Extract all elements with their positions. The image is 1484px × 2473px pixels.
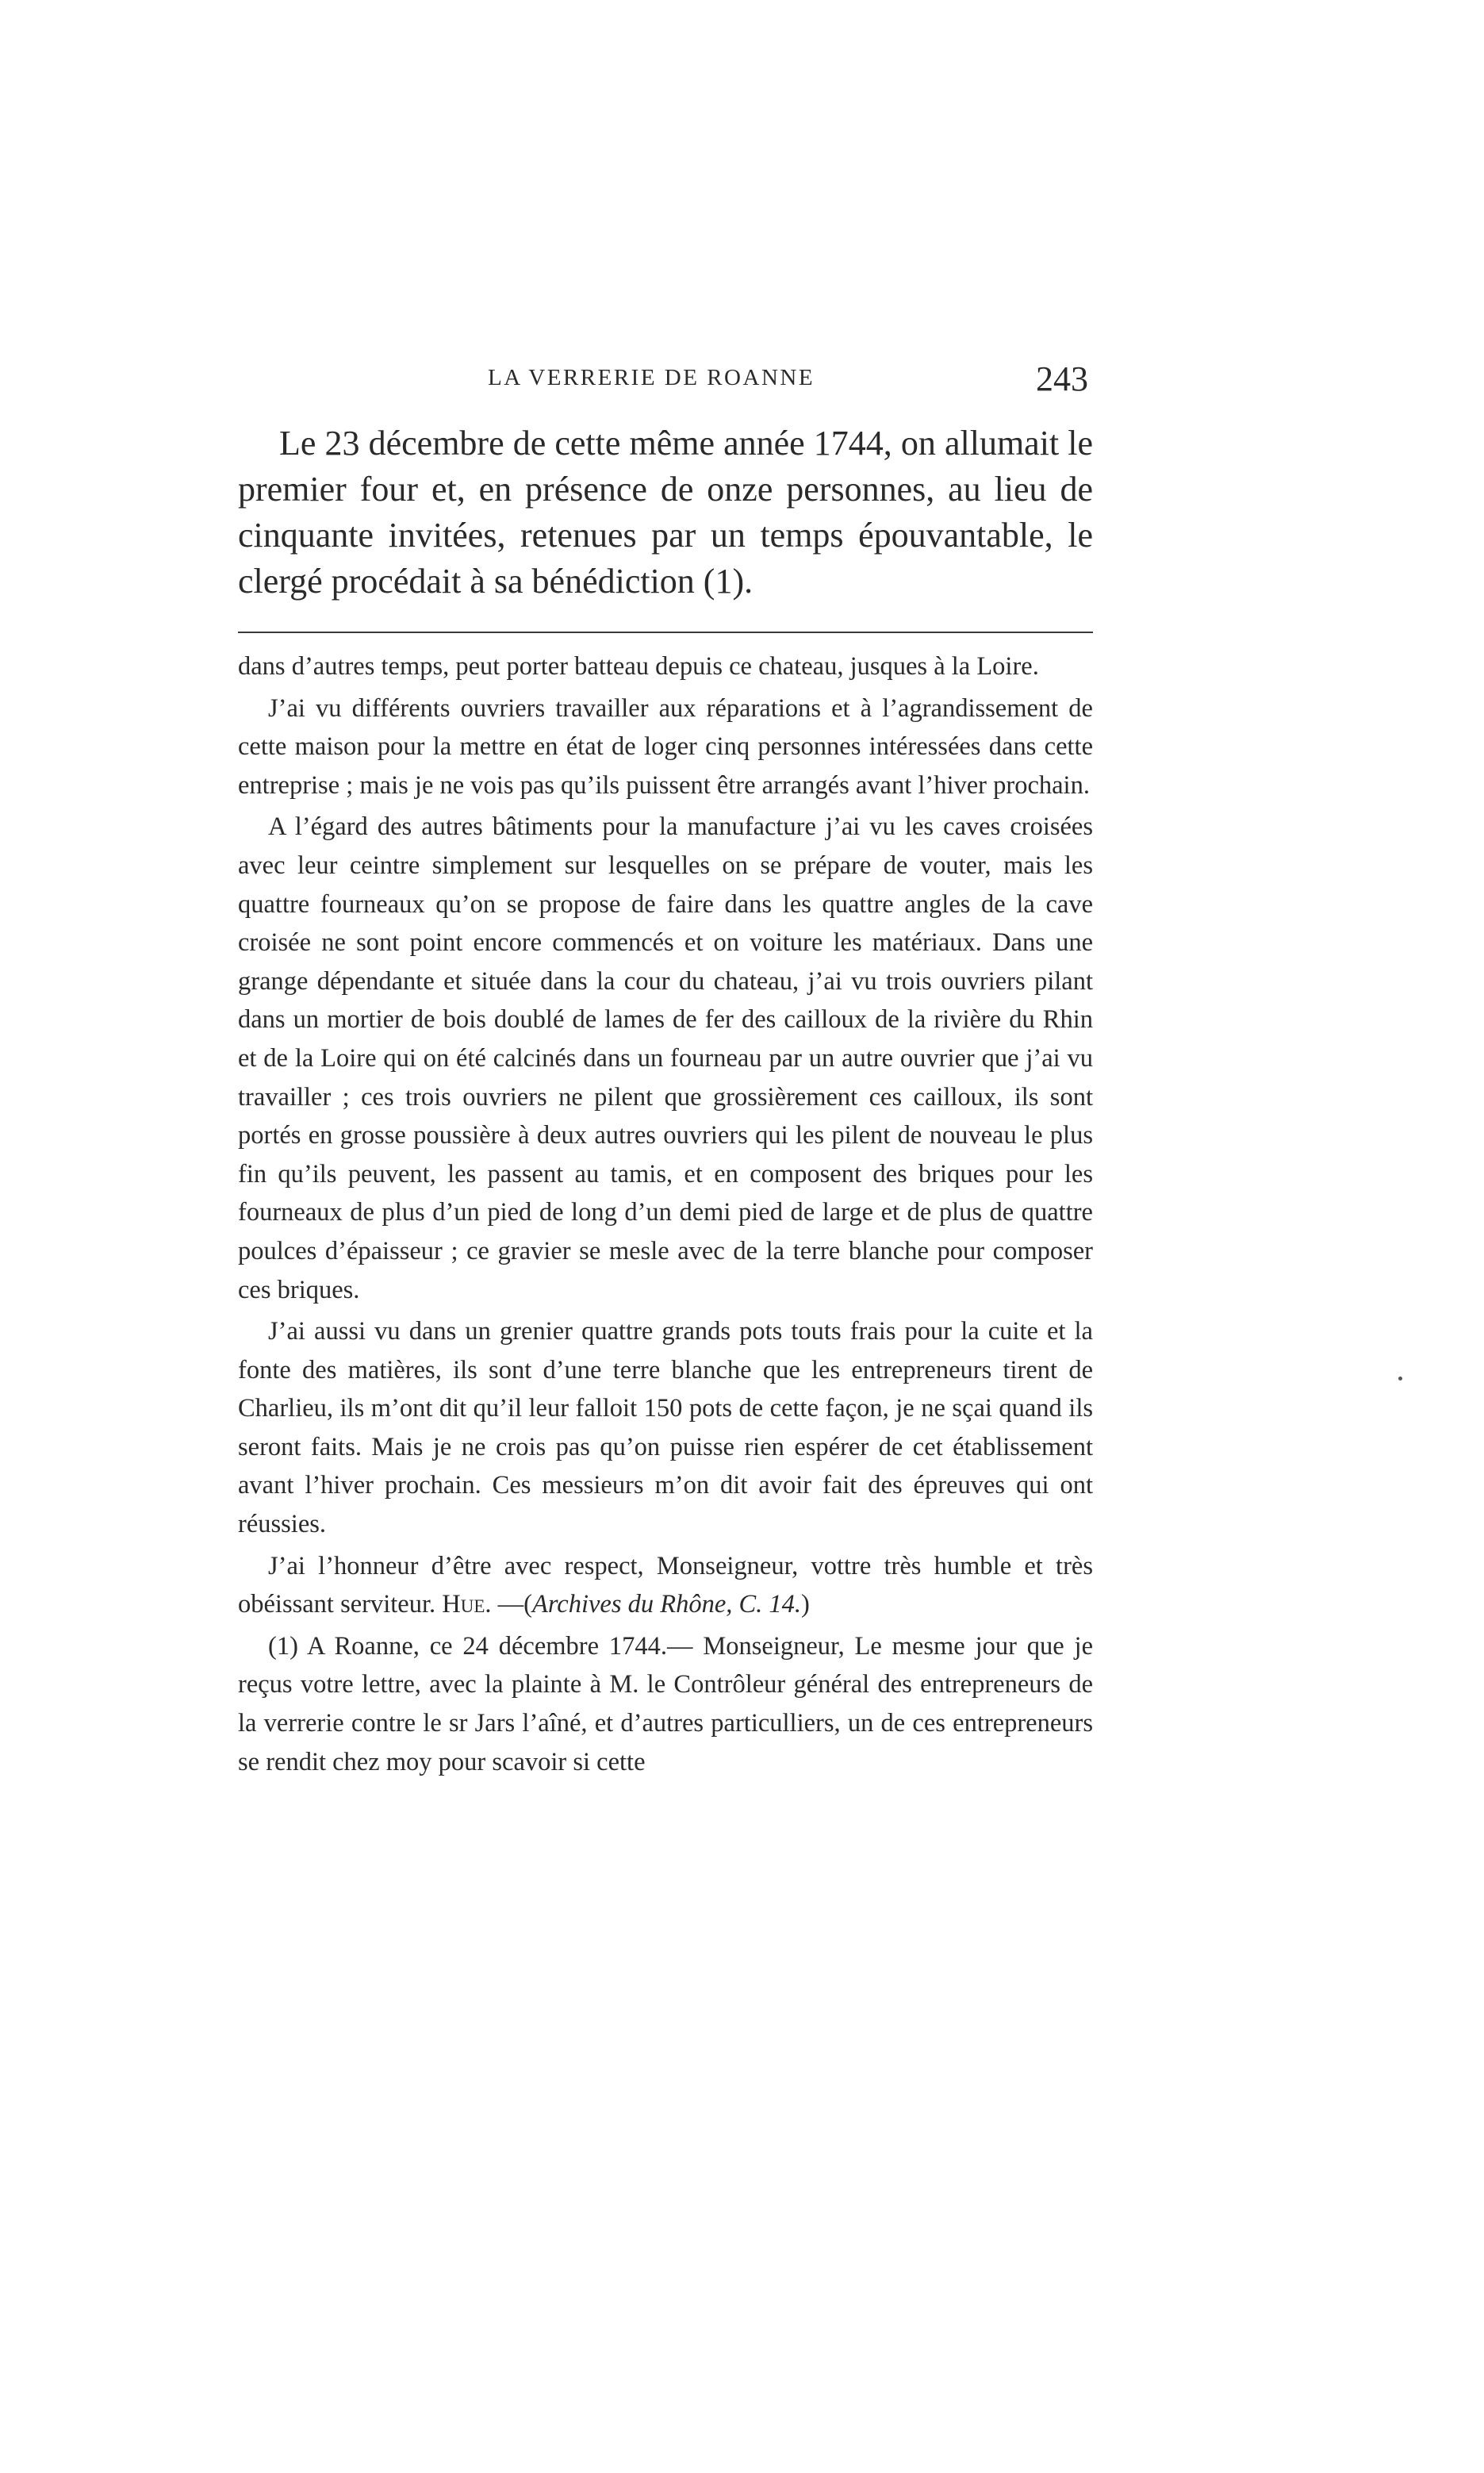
signature: Hue. <box>442 1590 492 1619</box>
closing-text: J’ai l’honneur d’être avec respect, Monseigneur, vottre très humble et très obéissant serviteur. <box>238 1551 1093 1619</box>
closing-paren: ) <box>801 1590 810 1619</box>
footnote-paragraph: J’ai vu différents ouvriers travailler aux réparations et à l’agrandissement de cette maison pour la mettre en état de loger cinq personnes intéressées dans cette entreprise ; mais je ne vois pas qu’ils puissent être arrangés avant l’hiver prochain. <box>238 693 1093 800</box>
closing-dash: —( <box>491 1590 532 1619</box>
footnote-closing <box>238 1547 1093 1624</box>
running-title: LA VERRERIE DE ROANNE <box>488 365 815 390</box>
footnote-paragraph: J’ai aussi vu dans un grenier quattre grands pots touts frais pour la cuite et la fonte des matières, ils sont d’une terre blanche que les entrepreneurs tirent de Charlieu, ils m’ont dit qu’il leur falloit 150 pots de cette façon, je ne sçai quand ils seront faits. Mais je ne crois pas qu’on puisse rien espérer de cet établissement avant l’hiver prochain. Ces messieurs m’on dit avoir fait des épreuves qui ont réussies. <box>238 1317 1093 1539</box>
footnotes <box>238 647 1093 1784</box>
scan-speck <box>1398 1377 1402 1381</box>
footnote-separator <box>238 632 1093 633</box>
footnote-paragraph: A l’égard des autres bâtiments pour la manufacture j’ai vu les caves croisées avec leur ceintre simplement sur lesquelles on se prépare de vouter, mais les quattre fourneaux qu’on se propose de faire dans les quattre angles de la cave croisée ne sont point encore commencés et on voiture les matériaux. Dans une grange dépendante et située dans la cour du chateau, j’ai vu trois ouvriers pilant dans un mortier de bois doublé de lames de fer des cailloux de la rivière du Rhin et de la Loire qui on été calcinés dans un fourneau par un autre ouvrier que j’ai vu travailler ; ces trois ouvriers ne pilent que grossièrement ces cailloux, ils sont portés en grosse poussière à deux autres ouvriers qui les pilent de nouveau le plus fin qu’ils peuvent, les passent au tamis, et en composent des briques pour les fourneaux de plus d’un pied de long d’un demi pied de large et de plus de quattre poulces d’épaisseur ; ce gravier se mesle avec de la terre blanche pour composer ces briques. <box>238 812 1093 1304</box>
main-paragraph: Le 23 décembre de cette même année 1744, on allumait le premier four et, en présence de onze personnes, au lieu de cinquante invitées, retenues par un temps épouvantable, le clergé procédait à sa bénédiction (1). <box>238 424 1093 601</box>
page-number: 243 <box>1036 359 1088 398</box>
main-text <box>238 420 1093 605</box>
footnote-continuation: dans d’autres temps, peut porter batteau depuis ce chateau, jusques à la Loire. <box>238 652 1039 681</box>
footnote-1: (1) A Roanne, ce 24 décembre 1744.— Monseigneur, Le mesme jour que je reçus votre lettre, avec la plainte à M. le Contrôleur général des entrepreneurs de la verrerie contre le sr Jars l’aîné, et d’autres particulliers, un de ces entrepreneurs se rendit chez moy pour scavoir si cette <box>238 1631 1093 1776</box>
archive-source: Archives du Rhône, C. 14. <box>531 1590 802 1619</box>
running-head <box>0 359 1484 398</box>
